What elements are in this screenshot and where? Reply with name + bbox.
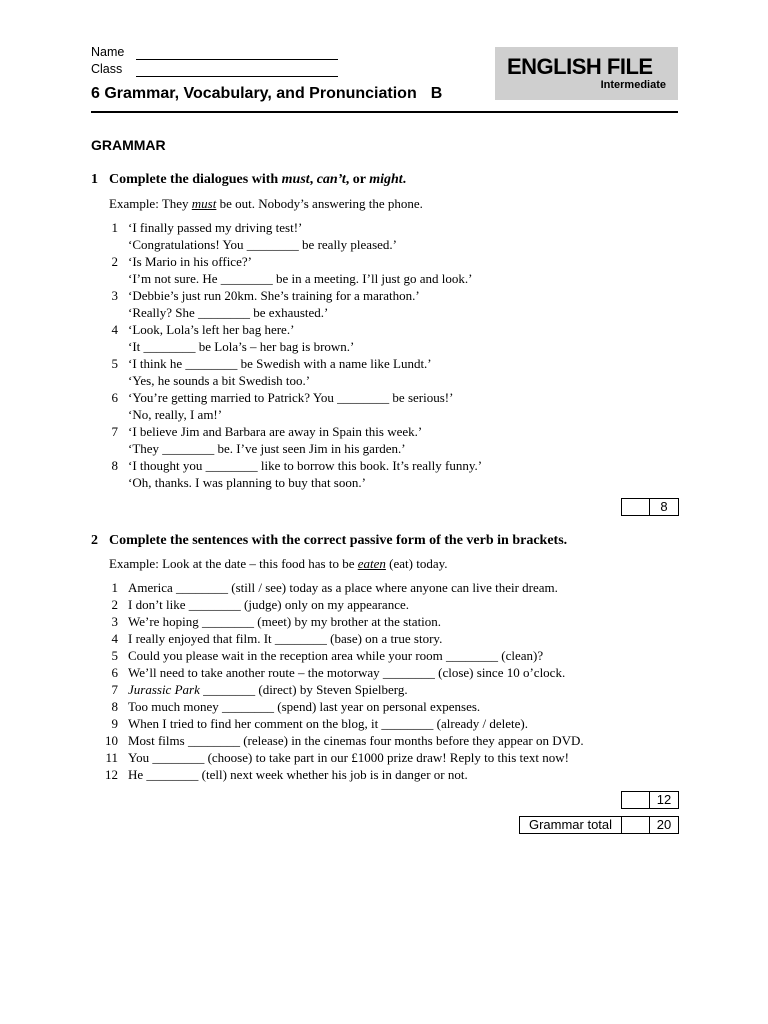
q2-item-text: I don’t like ________ (judge) only on my appearance. [128, 597, 409, 612]
q2-item-number: 3 [111, 614, 118, 629]
q2-example-answer: eaten [357, 556, 386, 571]
name-label: Name [91, 45, 125, 59]
brand-logo [495, 47, 678, 100]
q2-item-number: 12 [105, 767, 118, 782]
q2-item-text-wrap [128, 630, 442, 647]
q2-item-text-wrap [128, 749, 569, 766]
grammar-total-max: 20 [656, 817, 672, 832]
page-title-letter: B [430, 85, 443, 102]
q1-score-max: 8 [660, 499, 668, 514]
q2-item-number: 6 [111, 665, 118, 680]
q1-word-might: might [369, 172, 403, 187]
q2-item-film-title: Jurassic Park [128, 682, 200, 697]
grammar-total-input[interactable] [622, 817, 649, 833]
q2-item-text: We’ll need to take another route – the motorway ________ (close) since 10 o’clock. [128, 665, 566, 680]
q1-example [109, 196, 423, 212]
header-divider [91, 111, 678, 113]
q1-item-number: 4 [111, 322, 118, 337]
q2-item-text: Too much money ________ (spend) last year on personal expenses. [128, 699, 481, 714]
q2-score-max: 12 [656, 792, 672, 807]
q2-item-text-wrap [128, 596, 409, 613]
q1-item-number: 7 [111, 424, 118, 439]
q1-score-input[interactable] [622, 499, 649, 515]
q2-item-number: 8 [111, 699, 118, 714]
q1-item-line1: ‘I thought you ________ like to borrow this book. It’s really funny.’ [128, 458, 483, 473]
q1-sep1: , [309, 172, 317, 187]
class-label: Class [91, 62, 123, 76]
q1-item-line1: ‘You’re getting married to Patrick? You ________ be serious!’ [128, 390, 454, 405]
q1-item-number: 1 [111, 220, 118, 235]
class-field[interactable] [136, 76, 338, 77]
q2-item-text: He ________ (tell) next week whether his job is in danger or not. [128, 767, 468, 782]
q2-item-text-wrap [128, 715, 528, 732]
q1-item-number: 5 [111, 356, 118, 371]
q2-example [109, 556, 448, 572]
q2-item-number: 2 [111, 597, 118, 612]
q2-item-text: Could you please wait in the reception area while your room ________ (clean)? [128, 648, 544, 663]
brand-level: Intermediate [600, 79, 666, 91]
q2-item-number: 7 [111, 682, 118, 697]
section-title: GRAMMAR [91, 137, 166, 153]
q2-item-number: 11 [105, 750, 118, 765]
q1-item-number: 2 [111, 254, 118, 269]
q1-item-line2: ‘Really? She ________ be exhausted.’ [128, 305, 329, 320]
q2-score-box [621, 791, 679, 809]
q2-example-post: (eat) today. [385, 556, 448, 571]
q2-item-text: ________ (direct) by Steven Spielberg. [199, 682, 408, 697]
q2-item-text-wrap [128, 579, 558, 596]
q1-item-line2: ‘Congratulations! You ________ be really pleased.’ [128, 237, 397, 252]
q1-item-line2: ‘Yes, he sounds a bit Swedish too.’ [128, 373, 311, 388]
q2-title-text: Complete the sentences with the correct passive form of the verb in brackets. [109, 533, 568, 548]
q2-item-text-wrap [128, 698, 480, 715]
q2-item-text: We’re hoping ________ (meet) by my brother at the station. [128, 614, 442, 629]
q1-score-box [621, 498, 679, 516]
q1-title-pre: Complete the dialogues with [109, 172, 282, 187]
name-field[interactable] [136, 59, 338, 60]
q2-item-text-wrap [128, 732, 584, 749]
q1-number: 1 [91, 172, 98, 187]
q2-item-text: You ________ (choose) to take part in our £1000 prize draw! Reply to this text now! [128, 750, 569, 765]
q1-example-answer: must [191, 196, 217, 211]
q2-item-text-wrap [128, 613, 441, 630]
q1-word-must: must [281, 172, 310, 187]
grammar-total-box [519, 816, 679, 834]
page-title [91, 85, 442, 103]
q1-example-pre: Example: They [109, 196, 192, 211]
grammar-total-label: Grammar total [528, 817, 613, 832]
q1-item-number: 6 [111, 390, 118, 405]
brand-name: ENGLISH FILE [507, 54, 653, 79]
q1-title-end: . [402, 172, 407, 187]
q1-example-post: be out. Nobody’s answering the phone. [216, 196, 423, 211]
q1-sep2: , or [345, 172, 370, 187]
q2-number: 2 [91, 533, 98, 548]
q1-item-line2: ‘No, really, I am!’ [128, 407, 223, 422]
q2-item-text: Most films ________ (release) in the cinemas four months before they appear on DVD. [128, 733, 584, 748]
q2-item-text-wrap [128, 647, 543, 664]
page-title-text: 6 Grammar, Vocabulary, and Pronunciation [91, 85, 417, 102]
q1-word-cant: can’t [316, 172, 346, 187]
q1-item-line2: ‘It ________ be Lola’s – her bag is brown.’ [128, 339, 355, 354]
q2-item-number: 5 [111, 648, 118, 663]
q1-item-line1: ‘I believe Jim and Barbara are away in Spain this week.’ [128, 424, 423, 439]
q2-example-pre: Example: Look at the date – this food has to be [109, 556, 358, 571]
q1-item-line2: ‘Oh, thanks. I was planning to buy that soon.’ [128, 475, 366, 490]
q1-item-line2: ‘They ________ be. I’ve just seen Jim in his garden.’ [128, 441, 406, 456]
q1-title [91, 172, 406, 188]
q2-item-number: 4 [111, 631, 118, 646]
q2-title [91, 533, 567, 549]
q2-score-input[interactable] [622, 792, 649, 808]
q2-item-text: When I tried to find her comment on the blog, it ________ (already / delete). [128, 716, 528, 731]
q1-item-line1: ‘Look, Lola’s left her bag here.’ [128, 322, 295, 337]
q1-item-line1: ‘Is Mario in his office?’ [128, 254, 252, 269]
q2-item-number: 9 [111, 716, 118, 731]
q1-item-line2: ‘I’m not sure. He ________ be in a meeting. I’ll just go and look.’ [128, 271, 473, 286]
q2-item-text-wrap [128, 681, 408, 698]
q2-item-number: 10 [105, 733, 118, 748]
q2-item-text: I really enjoyed that film. It ________ (base) on a true story. [128, 631, 443, 646]
q1-item-line1: ‘I finally passed my driving test!’ [128, 220, 303, 235]
q1-item-number: 8 [111, 458, 118, 473]
q1-item-number: 3 [111, 288, 118, 303]
q2-item-text-wrap [128, 766, 468, 783]
q1-item-line1: ‘Debbie’s just run 20km. She’s training for a marathon.’ [128, 288, 420, 303]
q1-item-line1: ‘I think he ________ be Swedish with a name like Lundt.’ [128, 356, 432, 371]
q2-item-text-wrap [128, 664, 565, 681]
q2-item-number: 1 [111, 580, 118, 595]
q2-item-text: America ________ (still / see) today as a place where anyone can live their dream. [128, 580, 558, 595]
